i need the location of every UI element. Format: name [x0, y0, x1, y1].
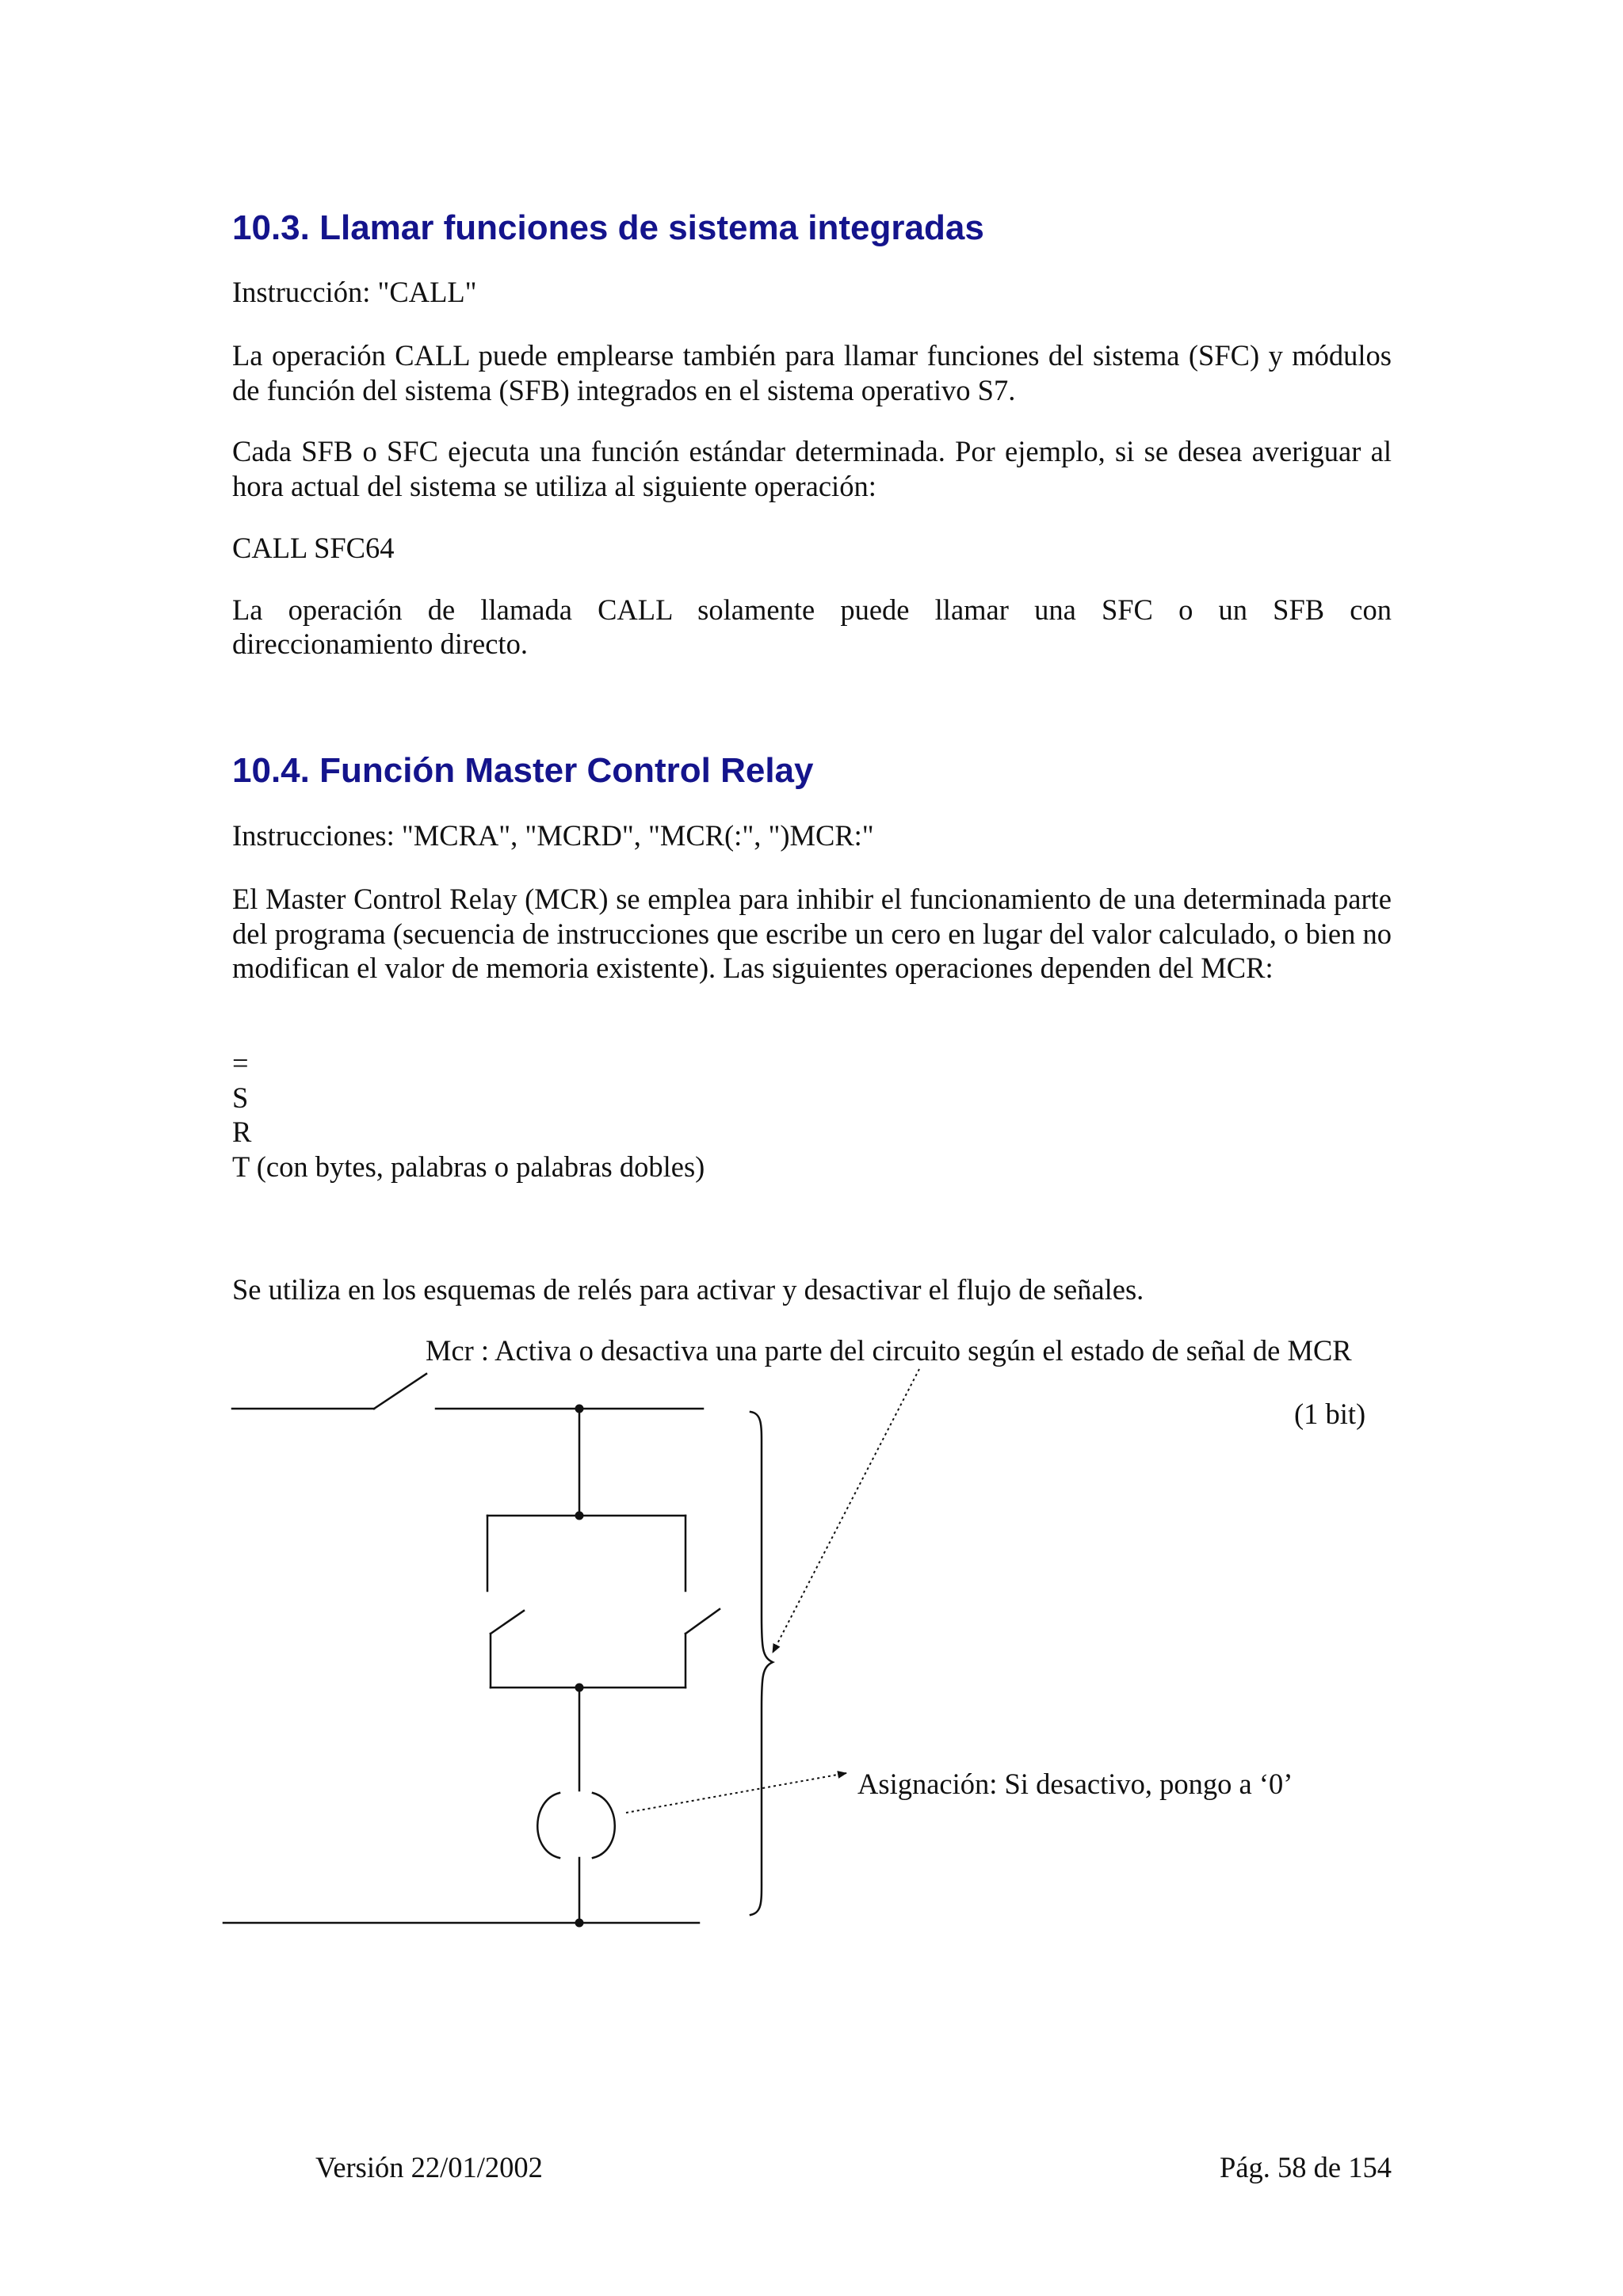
assignment-label: Asignación: Si desactivo, pongo a ‘0’	[857, 1768, 1293, 1800]
mcr-paragraph-2: Se utiliza en los esquemas de relés para activar y desactivar el flujo de señales.	[232, 1273, 1144, 1306]
footer-page-number: Pág. 58 de 154	[1220, 2151, 1392, 2183]
mcr-paragraph-1: El Master Control Relay (MCR) se emplea para inhibir el funcionamiento de una determinada parte del programa (secuencia de instrucciones que escribe un cero en lugar del valor calculado, o bien no modifican el valor de memoria existente). Las siguientes operaciones dependen del MCR:	[232, 883, 1392, 984]
mcr-instructions-line: Instrucciones: "MCRA", "MCRD", "MCR(:", ")MCR:"	[232, 819, 874, 852]
call-sfc64-code: CALL SFC64	[232, 532, 395, 564]
call-paragraph-3-line-1: La operación de llamada CALL solamente puede llamar una SFC o un SFB con	[232, 593, 1392, 626]
output-coil-icon	[537, 1793, 615, 1858]
mcr-operation-item: =	[232, 1047, 249, 1079]
parallel-branch-top	[487, 1516, 685, 1591]
section-10-4-heading: 10.4. Función Master Control Relay	[232, 751, 814, 790]
mcr-operation-item: R	[232, 1116, 252, 1148]
call-instruction-line: Instrucción: "CALL"	[232, 276, 477, 308]
mcr-operation-item: S	[232, 1081, 249, 1114]
contact-right	[685, 1609, 720, 1688]
junction-dot	[575, 1684, 584, 1692]
call-paragraph-3-line-2: direccionamiento directo.	[232, 627, 528, 660]
section-10-3-heading: 10.3. Llamar funciones de sistema integradas	[232, 208, 984, 247]
mcr-diagram-label: Mcr : Activa o desactiva una parte del circuito según el estado de señal de MCR	[426, 1334, 1352, 1367]
mcr-operation-item: T (con bytes, palabras o palabras dobles)	[232, 1150, 705, 1183]
mcr-switch-contact	[232, 1374, 703, 1409]
contact-left	[491, 1611, 524, 1688]
footer-version: Versión 22/01/2002	[315, 2151, 543, 2183]
junction-dot	[575, 1919, 584, 1928]
assignment-pointer-arrow	[626, 1773, 846, 1813]
mcr-pointer-arrow	[773, 1369, 919, 1653]
bit-size-label: (1 bit)	[1294, 1398, 1366, 1430]
scope-brace	[750, 1412, 773, 1915]
junction-dot	[575, 1405, 584, 1413]
call-paragraph-2: Cada SFB o SFC ejecuta una función estándar determinada. Por ejemplo, si se desea averiguar al hora actual del sistema se utiliza al siguiente operación:	[232, 435, 1392, 502]
call-paragraph-1: La operación CALL puede emplearse también para llamar funciones del sistema (SFC) y módulos de función del sistema (SFB) integrados en el sistema operativo S7.	[232, 339, 1392, 406]
junction-dot	[575, 1512, 584, 1520]
